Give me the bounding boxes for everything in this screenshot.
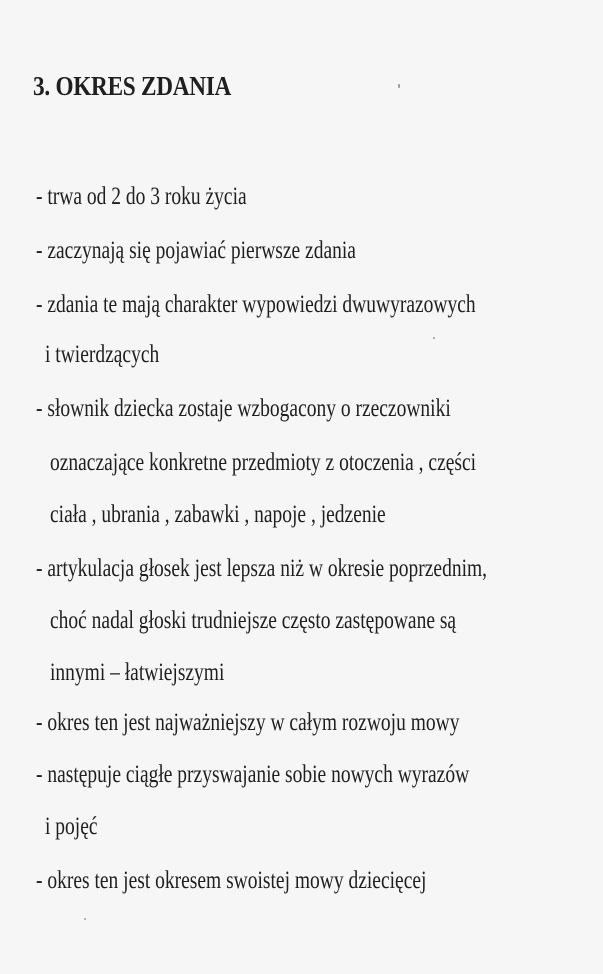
scan-speck [398,84,400,88]
bullet-first-sentences: - zaczynają się pojawiać pierwsze zdania [36,237,356,264]
scan-speck [84,918,86,920]
bullet-most-important-period: - okres ten jest najważniejszy w całym rozwoju mowy [36,709,460,736]
bullet-new-words: - następuje ciągłe przyswajanie sobie nowych wyrazów [36,761,470,788]
bullet-articulation: - artykulacja głosek jest lepsza niż w okresie poprzednim, [36,555,488,582]
section-title: 3. OKRES ZDANIA [33,71,232,101]
bullet-two-word-sentences: - zdania te mają charakter wypowiedzi dwuwyrazowych [36,291,476,318]
scan-speck [433,337,435,339]
bullet-articulation-continuation-1: choć nadal głoski trudniejsze często zastępowane są [50,607,457,634]
bullet-age-range: - trwa od 2 do 3 roku życia [36,183,247,210]
bullet-new-words-continuation: i pojęć [45,813,98,840]
bullet-two-word-sentences-continuation: i twierdzących [45,341,160,368]
bullet-child-speech: - okres ten jest okresem swoistej mowy dziecięcej [36,867,427,894]
bullet-vocabulary-continuation-2: ciała , ubrania , zabawki , napoje , jedzenie [50,501,386,528]
bullet-vocabulary: - słownik dziecka zostaje wzbogacony o rzeczowniki [36,395,451,422]
bullet-vocabulary-continuation-1: oznaczające konkretne przedmioty z otoczenia , części [50,449,477,476]
bullet-articulation-continuation-2: innymi – łatwiejszymi [50,659,225,686]
